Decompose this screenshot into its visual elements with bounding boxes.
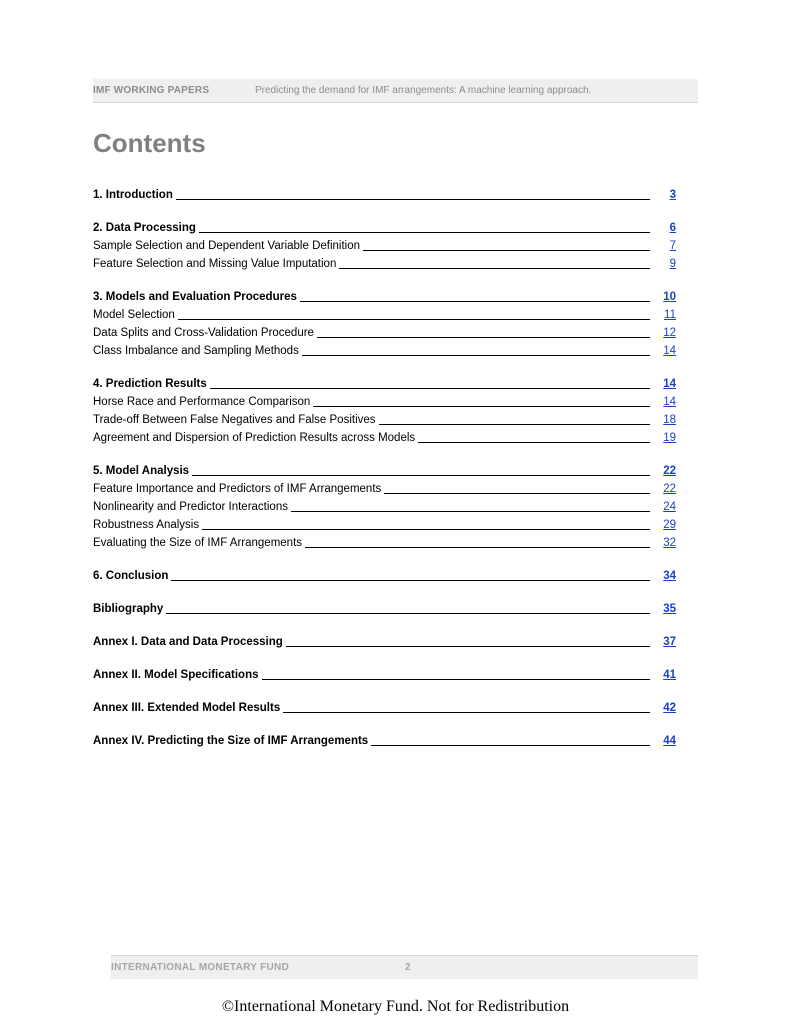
toc-page-link[interactable]: 11 [664,309,676,321]
toc-page-link[interactable]: 14 [663,378,676,390]
toc-entry-label: Annex II. Model Specifications [93,669,259,681]
toc-subsection-entry [93,498,676,516]
toc-page-link[interactable]: 32 [663,537,676,549]
toc-page-link[interactable]: 22 [663,465,676,477]
toc-page-link[interactable]: 12 [663,327,676,339]
toc-entry-label: Nonlinearity and Predictor Interactions [93,501,288,513]
toc-leader-line [379,424,650,425]
toc-entry-label: Annex I. Data and Data Processing [93,636,283,648]
running-header [93,79,698,103]
toc-entry-label: 4. Prediction Results [93,378,207,390]
toc-chapter-entry [93,462,676,480]
toc-page-link[interactable]: 41 [663,669,676,681]
toc-entry-label: 1. Introduction [93,189,173,201]
toc-subsection-entry [93,342,676,360]
toc-entry-label: Feature Importance and Predictors of IMF Arrangements [93,483,382,495]
toc-leader-line [418,442,650,443]
toc-leader-line [199,232,650,233]
toc-entry-label: Annex III. Extended Model Results [93,702,281,714]
toc-section [93,567,676,585]
toc-chapter-entry [93,732,676,750]
toc-subsection-entry [93,237,676,255]
header-series: IMF WORKING PAPERS [93,85,210,96]
toc-entry-label: Data Splits and Cross-Validation Procedure [93,327,314,339]
toc-chapter-entry [93,633,676,651]
toc-leader-line [178,319,650,320]
toc-leader-line [305,547,650,548]
toc-entry-label: 2. Data Processing [93,222,196,234]
page-title: Contents [93,128,206,158]
toc-page-link[interactable]: 19 [663,432,676,444]
toc-chapter-entry [93,567,676,585]
footer-page-number: 2 [405,962,411,973]
toc-leader-line [300,301,650,302]
toc-subsection-entry [93,411,676,429]
toc-leader-line [291,511,650,512]
toc-leader-line [317,337,650,338]
toc-page-link[interactable]: 14 [663,396,676,408]
toc-section [93,288,676,360]
toc-page-link[interactable]: 44 [663,735,676,747]
toc-entry-label: Evaluating the Size of IMF Arrangements [93,537,303,549]
toc-section [93,186,676,204]
toc-section [93,600,676,618]
copyright-notice: ©International Monetary Fund. Not for Redistribution [221,998,570,1015]
toc-leader-line [313,406,650,407]
toc-leader-line [384,493,650,494]
toc-chapter-entry [93,699,676,717]
toc-subsection-entry [93,429,676,447]
toc-section [93,633,676,651]
toc-section [93,219,676,273]
toc-page-link[interactable]: 42 [663,702,676,714]
toc-section [93,732,676,750]
toc-section [93,666,676,684]
toc-page-link[interactable]: 6 [669,222,676,234]
toc-entry-label: Agreement and Dispersion of Prediction Results across Models [93,432,416,444]
toc-page-link[interactable]: 7 [669,240,676,252]
toc-leader-line [192,475,650,476]
table-of-contents [93,186,676,765]
toc-leader-line [363,250,650,251]
toc-leader-line [371,745,650,746]
toc-leader-line [202,529,650,530]
header-paper-title: Predicting the demand for IMF arrangements: A machine learning approach. [255,85,592,96]
toc-page-link[interactable]: 3 [669,189,676,201]
toc-leader-line [176,199,650,200]
toc-entry-label: Annex IV. Predicting the Size of IMF Arrangements [93,735,369,747]
toc-entry-label: Trade-off Between False Negatives and False Positives [93,414,376,426]
footer-organization: INTERNATIONAL MONETARY FUND [111,962,290,973]
toc-entry-label: Class Imbalance and Sampling Methods [93,345,299,357]
running-footer [111,955,698,979]
toc-entry-label: Horse Race and Performance Comparison [93,396,311,408]
toc-page-link[interactable]: 29 [663,519,676,531]
toc-entry-label: 3. Models and Evaluation Procedures [93,291,297,303]
toc-leader-line [210,388,650,389]
toc-chapter-entry [93,375,676,393]
toc-subsection-entry [93,255,676,273]
toc-leader-line [283,712,650,713]
toc-chapter-entry [93,219,676,237]
toc-page-link[interactable]: 34 [663,570,676,582]
toc-leader-line [262,679,650,680]
toc-entry-label: Sample Selection and Dependent Variable Definition [93,240,361,252]
toc-entry-label: Bibliography [93,603,164,615]
toc-chapter-entry [93,186,676,204]
toc-entry-label: Feature Selection and Missing Value Imputation [93,258,337,270]
toc-leader-line [171,580,650,581]
toc-subsection-entry [93,393,676,411]
toc-leader-line [286,646,650,647]
toc-page-link[interactable]: 24 [663,501,676,513]
toc-page-link[interactable]: 10 [663,291,676,303]
toc-subsection-entry [93,306,676,324]
toc-page-link[interactable]: 9 [669,258,676,270]
toc-leader-line [339,268,650,269]
toc-subsection-entry [93,324,676,342]
toc-page-link[interactable]: 14 [663,345,676,357]
toc-chapter-entry [93,288,676,306]
toc-entry-label: Model Selection [93,309,175,321]
toc-page-link[interactable]: 18 [663,414,676,426]
toc-chapter-entry [93,666,676,684]
toc-section [93,699,676,717]
toc-page-link[interactable]: 35 [663,603,676,615]
toc-entry-label: 6. Conclusion [93,570,169,582]
toc-page-link[interactable]: 22 [663,483,676,495]
toc-subsection-entry [93,534,676,552]
toc-chapter-entry [93,600,676,618]
toc-subsection-entry [93,480,676,498]
toc-entry-label: Robustness Analysis [93,519,200,531]
toc-leader-line [302,355,650,356]
toc-entry-label: 5. Model Analysis [93,465,190,477]
toc-page-link[interactable]: 37 [663,636,676,648]
toc-section [93,462,676,552]
toc-leader-line [166,613,650,614]
toc-subsection-entry [93,516,676,534]
toc-section [93,375,676,447]
